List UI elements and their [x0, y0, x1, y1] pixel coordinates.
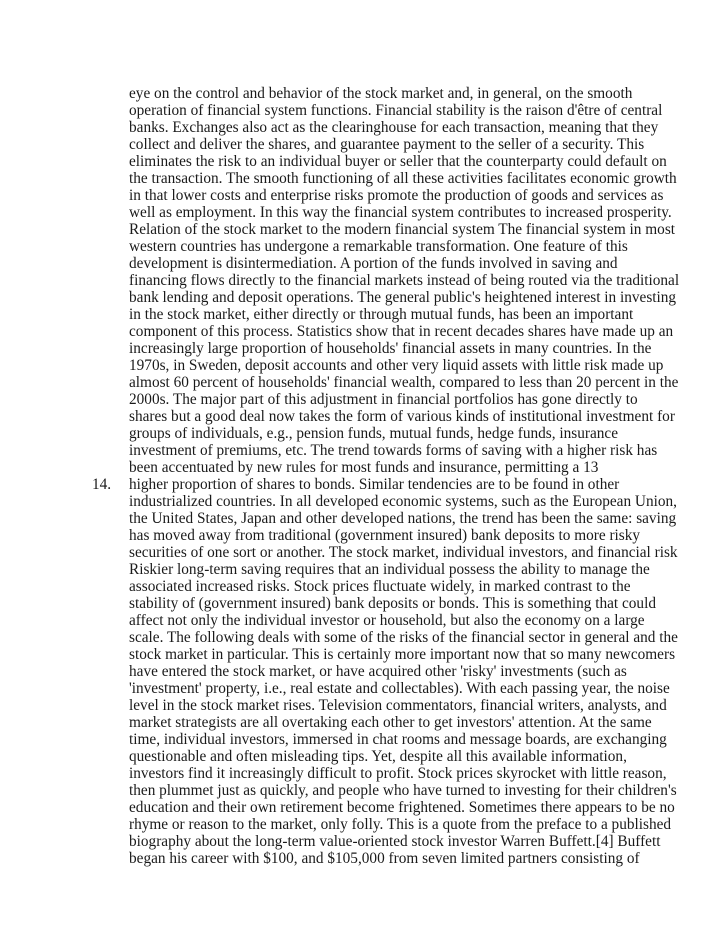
text-line: 2000s. The major part of this adjustment in financial portfolios has gone directly to	[129, 391, 638, 408]
text-line: securities of one sort or another. The stock market, individual investors, and financial risk	[129, 544, 678, 561]
text-line: level in the stock market rises. Television commentators, financial writers, analysts, and	[129, 697, 667, 714]
text-line: investors find it increasingly difficult to profit. Stock prices skyrocket with little reason,	[129, 765, 667, 782]
text-line: market strategists are all overtaking each other to get investors' attention. At the same	[129, 714, 652, 731]
text-line: associated increased risks. Stock prices fluctuate widely, in marked contrast to the	[129, 578, 631, 595]
text-line: the transaction. The smooth functioning of all these activities facilitates economic growth	[129, 170, 677, 187]
text-line: almost 60 percent of households' financial wealth, compared to less than 20 percent in the	[129, 374, 679, 391]
text-line: investment of premiums, etc. The trend towards forms of saving with a higher risk has	[129, 442, 658, 459]
text-line: higher proportion of shares to bonds. Similar tendencies are to be found in other	[129, 476, 620, 493]
text-line: affect not only the individual investor or household, but also the economy on a large	[129, 612, 645, 629]
text-line: 'investment' property, i.e., real estate and collectables). With each passing year, the noise	[129, 680, 670, 697]
text-line: 1970s, in Sweden, deposit accounts and other very liquid assets with little risk made up	[129, 357, 664, 374]
text-line: in the stock market, either directly or through mutual funds, has been an important	[129, 306, 634, 323]
text-line: bank lending and deposit operations. The general public's heightened interest in investing	[129, 289, 677, 306]
text-line: banks. Exchanges also act as the clearinghouse for each transaction, meaning that they	[129, 119, 659, 136]
text-line: been accentuated by new rules for most funds and insurance, permitting a 13	[129, 459, 599, 476]
text-line: increasingly large proportion of households' financial assets in many countries. In the	[129, 340, 652, 357]
text-line: shares but a good deal now takes the form of various kinds of institutional investment for	[129, 408, 675, 425]
text-line: rhyme or reason to the market, only folly. This is a quote from the preface to a published	[129, 816, 672, 833]
text-line: education and their own retirement become frightened. Sometimes there appears to be no	[129, 799, 675, 816]
text-line: scale. The following deals with some of the risks of the financial sector in general and the	[129, 629, 678, 646]
text-line: component of this process. Statistics show that in recent decades shares have made up an	[129, 323, 674, 340]
text-line: in that lower costs and enterprise risks promote the production of goods and services as	[129, 187, 664, 204]
text-line: operation of financial system functions. Financial stability is the raison d'être of central	[129, 102, 663, 119]
text-line: industrialized countries. In all developed economic systems, such as the European Union,	[129, 493, 677, 510]
list-number: 14.	[92, 476, 112, 493]
text-line: well as employment. In this way the financial system contributes to increased prosperity.	[129, 204, 672, 221]
text-line: questionable and often misleading tips. Yet, despite all this available information,	[129, 748, 627, 765]
text-line: began his career with $100, and $105,000 from seven limited partners consisting of	[129, 850, 640, 867]
text-line: western countries has undergone a remarkable transformation. One feature of this	[129, 238, 628, 255]
text-line: groups of individuals, e.g., pension funds, mutual funds, hedge funds, insurance	[129, 425, 618, 442]
text-line: stability of (government insured) bank deposits or bonds. This is something that could	[129, 595, 656, 612]
text-line: Riskier long-term saving requires that an individual possess the ability to manage the	[129, 561, 650, 578]
text-line: the United States, Japan and other developed nations, the trend has been the same: saving	[129, 510, 677, 527]
text-line: biography about the long-term value-oriented stock investor Warren Buffett.[4] Buffett	[129, 833, 661, 850]
text-line: Relation of the stock market to the modern financial system The financial system in most	[129, 221, 676, 238]
text-line: financing flows directly to the financial markets instead of being routed via the traditional	[129, 272, 680, 289]
text-line: development is disintermediation. A portion of the funds involved in saving and	[129, 255, 618, 272]
text-line: stock market in particular. This is certainly more important now that so many newcomers	[129, 646, 676, 663]
text-line: time, individual investors, immersed in chat rooms and message boards, are exchanging	[129, 731, 667, 748]
text-line: collect and deliver the shares, and guarantee payment to the seller of a security. This	[129, 136, 645, 153]
text-line: then plummet just as quickly, and people who have turned to investing for their children's	[129, 782, 677, 799]
text-line: has moved away from traditional (government insured) bank deposits to more risky	[129, 527, 641, 544]
text-line: eye on the control and behavior of the stock market and, in general, on the smooth	[129, 85, 633, 102]
text-line: have entered the stock market, or have acquired other 'risky' investments (such as	[129, 663, 627, 680]
text-line: eliminates the risk to an individual buyer or seller that the counterparty could default on	[129, 153, 667, 170]
